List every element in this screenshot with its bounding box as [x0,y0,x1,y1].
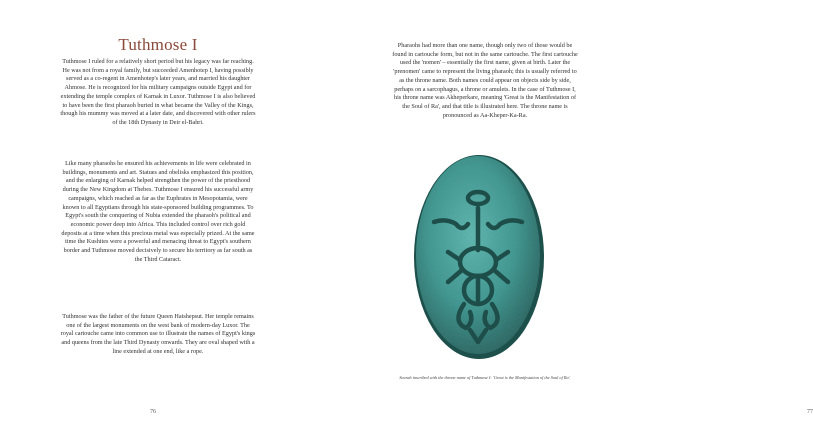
image-caption: Scarab inscribed with the throne name of Tuthmose I: 'Great is the Manifestation of the Soul of Ra'. [399,375,571,380]
body-paragraph: Tuthmose I ruled for a relatively short period but his legacy was far reaching. He was not from a royal family, but succeeded Amenhotep I, having possibly served as a co-regent in Amenhotep's later years, and married his daughter Ahmose. He is recognized for his military campaigns outside Egypt and for extending the temple complex of Karnak in Luxor. Tuthmose I is also believed to have been the first pharaoh buried in what became the Valley of the Kings, though his mummy was moved at a later date, and discovered with other rulers of the 18th Dynasty in Deir el-Bahri. [60,58,256,126]
scarab-body [416,156,540,354]
scarab-image [412,152,546,362]
page-number: 76 [150,409,156,415]
page-number: 77 [807,409,813,415]
left-page [0,0,325,440]
scarab-illustration [412,152,546,362]
body-paragraph: Like many pharaohs he ensured his achievements in life were celebrated in buildings, monuments and art. Statues and obelisks emphasized this position, and the enlarging of Karnak helped strengthen the power of the priesthood during the New Kingdom at Thebes. Tuthmose I ensured his successful army campaigns, which reached as far as the Euphrates in Mesopotamia, were known to all Egyptians through his state-sponsored building programmes. To Egypt's south the conquering of Nubia extended the pharaoh's political and economic power deep into Africa. This included control over rich gold deposits at a time when this precious metal was especially prized. At the same time the Kushites were a powerful and menacing threat to Egypt's southern border and Tuthmose moved decisively to secure his territory as far south as the Third Cataract. [61,160,255,263]
chapter-title: Tuthmose I [118,35,198,54]
body-paragraph: Pharaohs had more than one name, though only two of those would be found in cartouche form, but not in the same cartouche. The first cartouche used the 'nomen' – essentially the first name, given at birth. Later the 'prenomen' came to represent the living pharaoh; this is usually referred to as the throne name. Both names could appear on objects side by side, perhaps on a sarcophagus, a throne or amulets. In the case of Tuthmose I, his throne name was Akheperkare, meaning 'Great is the Manifestation of the Soul of Ra', and that title is illustrated here. The throne name is pronounced as Aa-Kheper-Ka-Ra. [392,42,578,119]
body-paragraph: Tuthmose was the father of the future Queen Hatshepsut. Her temple remains one of the largest monuments on the west bank of modern-day Luxor. The royal cartouche came into common use to illustrate the names of Egypt's kings and queens from the late Third Dynasty onwards. They are oval shaped with a line extended at one end, like a rope. [60,313,256,355]
